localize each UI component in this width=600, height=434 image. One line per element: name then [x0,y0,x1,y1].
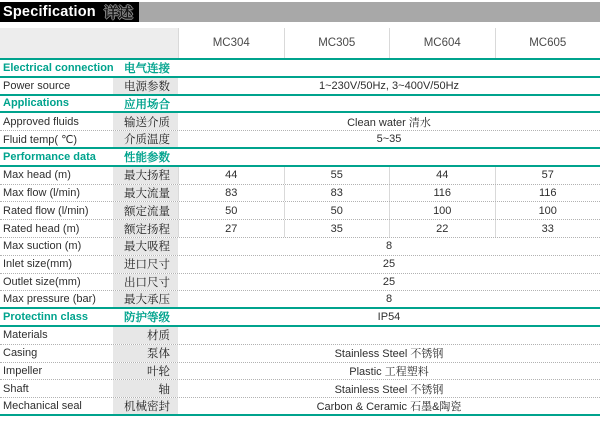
row-label-zh: 轴 [113,380,178,397]
row-label-zh: 最大扬程 [113,167,178,184]
value-cell: 27 [178,220,284,237]
row-values [178,96,600,112]
row-values [178,309,600,325]
row-label-zh: 介质温度 [113,131,178,147]
column-header-mc304: MC304 [178,28,284,58]
value-span: 25 [178,274,600,291]
row-label-zh: 泵体 [113,345,178,362]
value-span: 1~230V/50Hz, 3~400V/50Hz [178,78,600,94]
row-label-en: Mechanical seal [0,398,113,414]
row-values [178,60,600,76]
specification-table [0,28,600,416]
title-highlight [0,2,139,22]
table-row [0,345,600,363]
value-cell: 44 [389,167,495,184]
row-label-en: Inlet size(mm) [0,256,113,273]
value-span: IP54 [178,309,600,325]
row-label-zh: 性能参数 [113,149,178,165]
section-row [0,60,600,78]
row-values [178,256,600,273]
column-header-mc605: MC605 [495,28,600,58]
row-label-en: Electrical connection [0,60,113,76]
row-values [178,274,600,291]
value-cell: 83 [284,185,390,202]
row-label-zh: 额定扬程 [113,220,178,237]
spec-sheet-page [0,2,600,434]
column-header-spacer [0,28,178,58]
row-values [178,131,600,147]
table-row [0,220,600,238]
section-row [0,149,600,167]
table-body [0,60,600,416]
row-label-zh: 出口尺寸 [113,274,178,291]
value-cell: 22 [389,220,495,237]
row-label-zh: 最大承压 [113,291,178,307]
row-label-en: Power source [0,78,113,94]
value-span [178,96,600,112]
value-span: Clean water 清水 [178,113,600,130]
row-label-en: Max flow (l/min) [0,185,113,202]
table-row [0,256,600,274]
row-label-zh: 额定流量 [113,202,178,219]
row-label-en: Max pressure (bar) [0,291,113,307]
value-span [178,60,600,76]
row-label-en: Protectinn class [0,309,113,325]
column-header-row [0,28,600,60]
row-label-en: Rated head (m) [0,220,113,237]
table-row [0,363,600,381]
row-label-en: Materials [0,327,113,344]
table-row [0,202,600,220]
row-values [178,202,600,219]
section-row [0,309,600,327]
table-row [0,291,600,309]
column-header-mc604: MC604 [389,28,495,58]
row-label-zh: 机械密封 [113,398,178,414]
row-label-en: Impeller [0,363,113,380]
table-row [0,131,600,149]
row-label-en: Shaft [0,380,113,397]
row-values [178,238,600,255]
value-span: Carbon & Ceramic 石墨&陶瓷 [178,398,600,414]
table-row [0,78,600,96]
value-span [178,327,600,344]
row-values [178,380,600,397]
column-header-mc305: MC305 [284,28,390,58]
value-cell: 50 [284,202,390,219]
row-label-en: Casing [0,345,113,362]
row-label-en: Performance data [0,149,113,165]
table-row [0,167,600,185]
row-values [178,291,600,307]
row-label-en: Max suction (m) [0,238,113,255]
row-label-zh: 最大流量 [113,185,178,202]
row-values [178,185,600,202]
row-label-en: Outlet size(mm) [0,274,113,291]
value-cell: 55 [284,167,390,184]
row-values [178,363,600,380]
row-values [178,149,600,165]
table-row [0,398,600,416]
title-bar-gray-fill [139,2,600,22]
table-row [0,327,600,345]
row-label-en: Fluid temp( ℃) [0,131,113,147]
row-values [178,398,600,414]
row-values [178,167,600,184]
value-span: 8 [178,238,600,255]
value-span: 5~35 [178,131,600,147]
table-row [0,113,600,131]
row-label-en: Max head (m) [0,167,113,184]
value-span [178,149,600,165]
row-label-zh: 电气连接 [113,60,178,76]
row-values [178,113,600,130]
value-span: Stainless Steel 不锈钢 [178,380,600,397]
row-label-en: Rated flow (l/min) [0,202,113,219]
title-bar [0,2,600,22]
row-label-zh: 进口尺寸 [113,256,178,273]
value-cell: 100 [495,202,600,219]
value-span: Stainless Steel 不锈钢 [178,345,600,362]
value-span: 25 [178,256,600,273]
page-title-chinese: 详述 [104,2,133,23]
row-label-en: Approved fluids [0,113,113,130]
row-values [178,327,600,344]
value-cell: 57 [495,167,600,184]
value-cell: 44 [178,167,284,184]
row-label-zh: 电源参数 [113,78,178,94]
row-values [178,78,600,94]
row-label-zh: 叶轮 [113,363,178,380]
row-label-zh: 输送介质 [113,113,178,130]
row-label-en: Applications [0,96,113,112]
value-cell: 50 [178,202,284,219]
row-label-zh: 材质 [113,327,178,344]
value-cell: 116 [495,185,600,202]
table-row [0,185,600,203]
value-cell: 116 [389,185,495,202]
row-values [178,345,600,362]
value-span: 8 [178,291,600,307]
column-headers [178,28,600,58]
value-span: Plastic 工程塑料 [178,363,600,380]
table-row [0,274,600,292]
value-cell: 35 [284,220,390,237]
row-values [178,220,600,237]
value-cell: 100 [389,202,495,219]
table-row [0,238,600,256]
row-label-zh: 防护等级 [113,309,178,325]
row-label-zh: 应用场合 [113,96,178,112]
row-label-zh: 最大吸程 [113,238,178,255]
table-row [0,380,600,398]
value-cell: 83 [178,185,284,202]
value-cell: 33 [495,220,600,237]
page-title: Specification [3,4,96,20]
section-row [0,96,600,114]
